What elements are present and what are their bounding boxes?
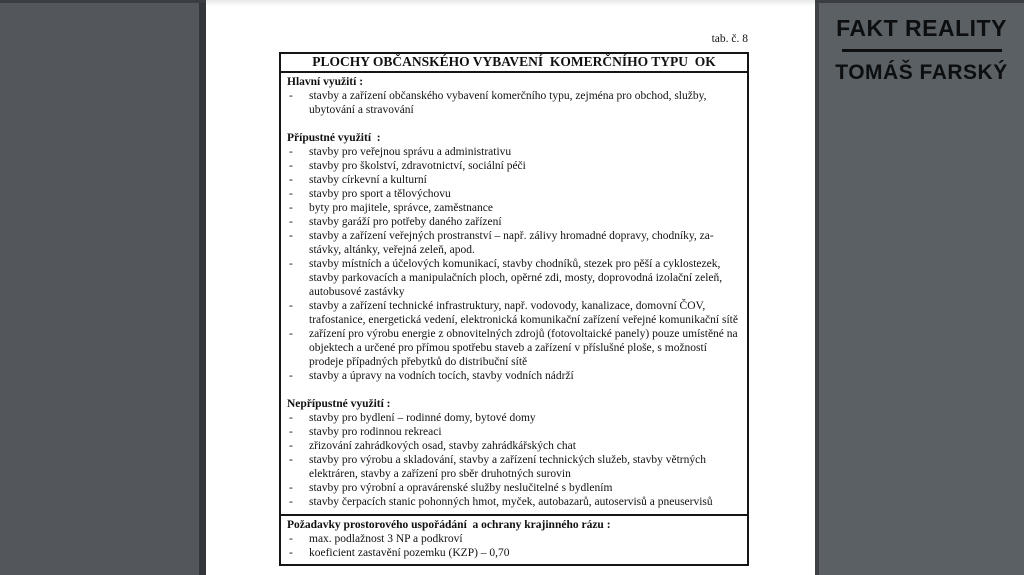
list-item [287,229,739,257]
list-item [287,453,739,481]
list-item-text: stavby církevní a kulturní [309,174,427,186]
list-item [287,299,739,327]
list-item [287,327,739,369]
list-item-text: stavby místních a účelových komunikací, stavby chodníků, stezek pro pěší a cyklostezek, stavby parkovacích a manipulačních ploch, opěrné zdi, mosty, doprovodná izolační zeleň, autobusové zastávky [309,258,723,298]
bullet-dash: - [289,146,293,158]
list-item-text: stavby pro veřejnou správu a administrativu [309,146,512,158]
list-item [287,546,739,560]
list-item-text: koeficient zastavění pozemku (KZP) – 0,70 [309,547,510,559]
document-page [206,0,815,575]
list-item-text: zařízení pro výrobu energie z obnovitelných zdrojů (fotovoltaické panely) pouze umístěné na objektech a určené pro přímou spotřebu staveb a zařízení v příslušné ploše, s možností prodeje případných přebytků do distribuční sítě [309,328,738,368]
section-heading: Požadavky prostorového uspořádání a ochrany krajinného rázu : [287,519,611,531]
bullet-dash: - [289,300,293,312]
list-item-text: zřizování zahrádkových osad, stavby zahrádkářských chat [309,440,576,452]
table-title: PLOCHY OBČANSKÉHO VYBAVENÍ KOMERČNÍHO TYPU OK [281,54,747,73]
list-item [287,411,739,425]
bullet-dash: - [289,202,293,214]
list-item-text: stavby pro rodinnou rekreaci [309,426,442,438]
document-section [287,75,739,117]
bullet-dash: - [289,90,293,102]
bullet-dash: - [289,533,293,545]
list-item-text: stavby pro výrobní a opravárenské služby neslučitelné s bydlením [309,482,613,494]
bullet-dash: - [289,174,293,186]
document-section [287,131,739,383]
bullet-dash: - [289,370,293,382]
list-item-text: stavby a zařízení technické infrastruktury, např. vodovody, kanalizace, domovní ČOV, trafostanice, energetická vedení, elektronická komunikační zařízení veřejné komunikační sítě [309,300,738,326]
bullet-dash: - [289,328,293,340]
list-item [287,201,739,215]
bullet-dash: - [289,230,293,242]
list-item [287,495,739,509]
table-requirements-cell [281,514,747,564]
zoning-table [279,52,749,566]
bullet-dash: - [289,547,293,559]
document-section [287,518,739,560]
brand-divider [842,49,1002,52]
list-item-text: stavby garáží pro potřeby daného zařízení [309,216,502,228]
list-item-text: stavby pro výrobu a skladování, stavby a zařízení technických služeb, stavby větrných elektráren, stavby a zařízení pro sběr druhotných surovin [309,454,706,480]
bullet-dash: - [289,426,293,438]
list-item-text: stavby a zařízení občanského vybavení komerčního typu, zejména pro obchod, služby, ubytování a stravování [309,90,707,116]
list-item [287,187,739,201]
list-item [287,173,739,187]
brand-name: FAKT REALITY [836,15,1007,41]
list-item-text: stavby pro školství, zdravotnictví, sociální péči [309,160,526,172]
list-item-text: byty pro majitele, správce, zaměstnance [309,202,493,214]
list-item [287,257,739,299]
table-main-cell [281,73,747,514]
list-item [287,481,739,495]
list-item [287,425,739,439]
list-item [287,159,739,173]
list-item-text: stavby pro sport a tělovýchovu [309,188,451,200]
list-item [287,215,739,229]
section-heading: Nepřípustné využití : [287,398,391,410]
list-item-text: stavby a zařízení veřejných prostranství – např. zálivy hromadné dopravy, chodníky, za-stávky, altánky, veřejná zeleň, apod. [309,230,714,256]
list-item-text: stavby čerpacích stanic pohonných hmot, myček, autobazarů, autoservisů a pneuservisů [309,496,713,508]
bullet-dash: - [289,440,293,452]
bullet-dash: - [289,258,293,270]
list-item-text: stavby a úpravy na vodních tocích, stavby vodních nádrží [309,370,574,382]
section-heading: Hlavní využití : [287,76,364,88]
bullet-dash: - [289,412,293,424]
bullet-dash: - [289,160,293,172]
list-item-text: stavby pro bydlení – rodinné domy, bytové domy [309,412,536,424]
left-background-panel [0,0,206,575]
list-item-text: max. podlažnost 3 NP a podkroví [309,533,463,545]
bullet-dash: - [289,188,293,200]
document-section [287,397,739,509]
bullet-dash: - [289,454,293,466]
table-number-label: tab. č. 8 [711,33,748,45]
bullet-dash: - [289,216,293,228]
list-item [287,89,739,117]
brand-sidebar [815,0,1024,575]
agent-name: TOMÁŠ FARSKÝ [835,61,1008,84]
list-item [287,439,739,453]
section-heading: Přípustné využití : [287,132,381,144]
list-item [287,532,739,546]
list-item [287,145,739,159]
list-item [287,369,739,383]
bullet-dash: - [289,496,293,508]
bullet-dash: - [289,482,293,494]
